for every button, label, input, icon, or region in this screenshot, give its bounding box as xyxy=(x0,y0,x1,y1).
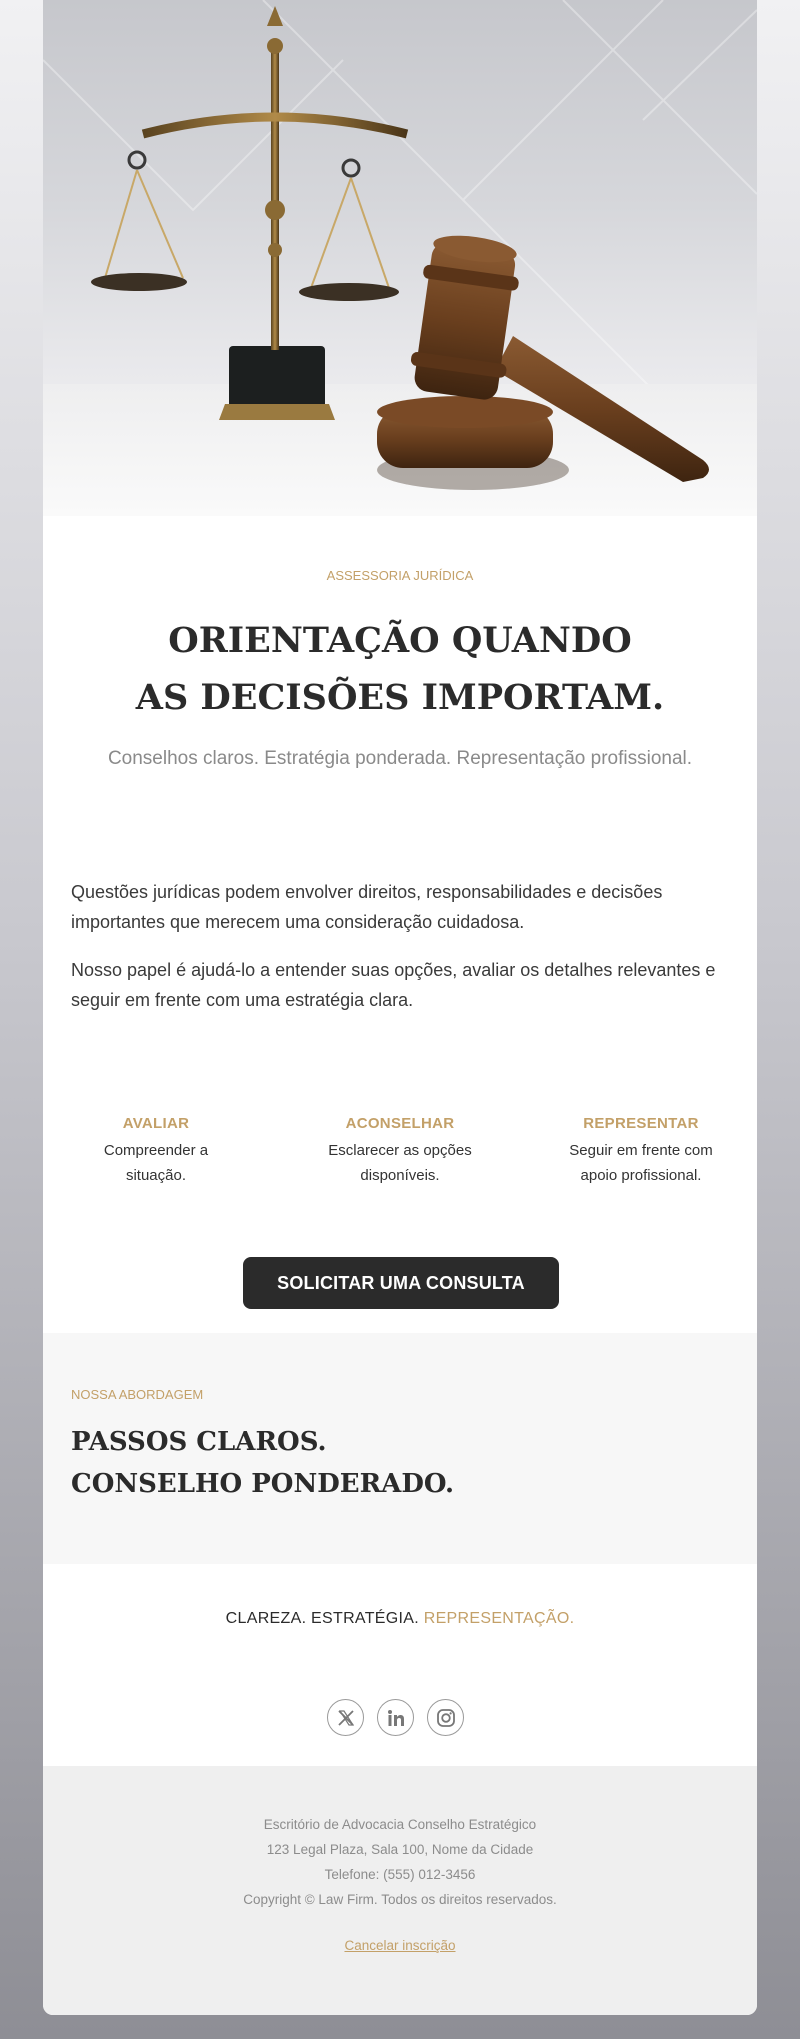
page-title xyxy=(43,612,757,726)
footer-copyright: Copyright © Law Firm. Todos os direitos reservados. xyxy=(243,1892,557,1907)
intro-eyebrow: ASSESSORIA JURÍDICA xyxy=(326,568,474,583)
body-paragraph-2: Nosso papel é ajudá-lo a entender suas opções, avaliar os detalhes relevantes e seguir em frente com uma estratégia clara. xyxy=(71,960,716,1010)
step-aconselhar xyxy=(300,1115,500,1188)
footer xyxy=(43,1766,757,2015)
tagline xyxy=(43,1610,757,1628)
headline-line-2: AS DECISÕES IMPORTAM. xyxy=(135,677,665,718)
social-links xyxy=(327,1699,473,1739)
step-title: ACONSELHAR xyxy=(345,1115,455,1132)
step-title: AVALIAR xyxy=(122,1115,190,1132)
approach-title-line-2: CONSELHO PONDERADO. xyxy=(71,1469,455,1499)
hero-image xyxy=(43,0,757,516)
instagram-icon[interactable] xyxy=(427,1699,464,1736)
tagline-part-1: CLAREZA. ESTRATÉGIA. xyxy=(225,1610,419,1627)
step-avaliar xyxy=(56,1115,256,1188)
step-description xyxy=(300,1138,500,1188)
headline-line-1: ORIENTAÇÃO QUANDO xyxy=(168,620,632,661)
step-desc-line-1: Compreender a xyxy=(103,1142,209,1159)
intro-subtitle: Conselhos claros. Estratégia ponderada. Representação profissional. xyxy=(107,748,693,769)
step-desc-line-2: disponíveis. xyxy=(360,1167,440,1184)
approach-section xyxy=(43,1333,757,1564)
step-description xyxy=(56,1138,256,1188)
unsubscribe-link[interactable]: Cancelar inscrição xyxy=(344,1938,456,1953)
tagline-part-2: REPRESENTAÇÃO. xyxy=(423,1610,575,1627)
approach-eyebrow: NOSSA ABORDAGEM xyxy=(71,1387,204,1402)
request-consultation-button[interactable]: SOLICITAR UMA CONSULTA xyxy=(243,1257,559,1309)
approach-title xyxy=(71,1421,454,1505)
body-paragraph-1: Questões jurídicas podem envolver direitos, responsabilidades e decisões importantes que merecem uma consideração cuidadosa. xyxy=(71,882,663,932)
scales-and-gavel-illustration xyxy=(43,0,757,516)
footer-address: 123 Legal Plaza, Sala 100, Nome da Cidade xyxy=(266,1842,534,1857)
linkedin-icon[interactable] xyxy=(377,1699,414,1736)
step-representar xyxy=(541,1115,741,1188)
approach-title-line-1: PASSOS CLAROS. xyxy=(71,1427,327,1457)
email-container xyxy=(43,0,757,2015)
step-desc-line-1: Seguir em frente com xyxy=(569,1142,713,1159)
step-desc-line-1: Esclarecer as opções xyxy=(328,1142,472,1159)
step-desc-line-2: situação. xyxy=(125,1167,187,1184)
steps-row xyxy=(43,1115,757,1205)
step-description xyxy=(541,1138,741,1188)
footer-firm-name: Escritório de Advocacia Conselho Estratégico xyxy=(263,1817,537,1832)
footer-info xyxy=(43,1812,757,1912)
footer-phone: Telefone: (555) 012-3456 xyxy=(324,1867,476,1882)
x-icon[interactable] xyxy=(327,1699,364,1736)
step-desc-line-2: apoio profissional. xyxy=(580,1167,702,1184)
step-title: REPRESENTAR xyxy=(583,1115,699,1132)
